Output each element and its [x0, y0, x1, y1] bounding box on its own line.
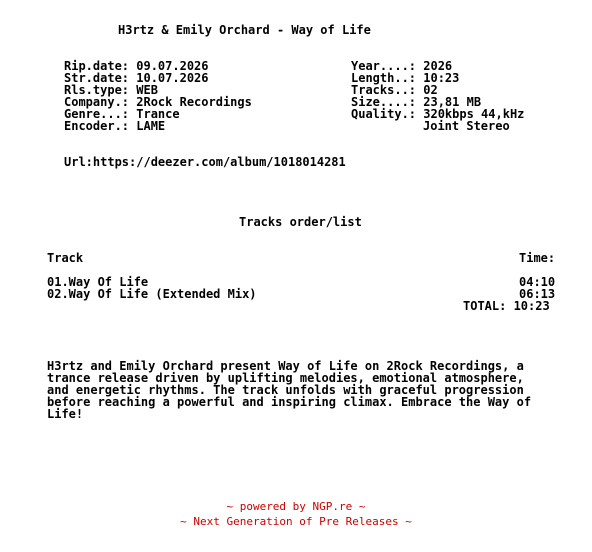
- info-tracks: Tracks..: 02: [351, 83, 438, 97]
- description-line: before reaching a powerful and inspiring climax. Embrace the Way of: [47, 395, 532, 409]
- description-line: and energetic rhythms. The track unfolds with graceful progression: [47, 383, 524, 397]
- info-company: Company.: 2Rock Recordings: [64, 95, 252, 109]
- release-title: H3rtz & Emily Orchard - Way of Life: [118, 23, 371, 37]
- tracklist-heading: Tracks order/list: [239, 215, 362, 229]
- description-line: trance release driven by uplifting melodies, emotional atmosphere,: [47, 371, 524, 385]
- description-line: Life!: [47, 407, 84, 421]
- footer-powered-by: ~ powered by NGP.re ~: [226, 500, 366, 513]
- info-mode: Joint Stereo: [423, 119, 510, 133]
- description-line: H3rtz and Emily Orchard present Way of Life on 2Rock Recordings, a: [47, 359, 524, 373]
- info-encoder: Encoder.: LAME: [64, 119, 166, 133]
- info-release-type: Rls.type: WEB: [64, 83, 158, 97]
- track-time: 06:13: [519, 287, 556, 301]
- track-time: 04:10: [519, 275, 556, 289]
- tracklist-col-track: Track: [47, 251, 84, 265]
- info-rip-date: Rip.date: 09.07.2026: [64, 59, 209, 73]
- info-quality: Quality.: 320kbps 44,kHz: [351, 107, 525, 121]
- tracklist-col-time: Time:: [519, 251, 556, 265]
- track-name: 01.Way Of Life: [47, 275, 149, 289]
- release-url: Url:https://deezer.com/album/1018014281: [64, 155, 346, 169]
- tracklist-total: TOTAL: 10:23: [463, 299, 550, 313]
- info-year: Year....: 2026: [351, 59, 453, 73]
- footer-tagline: ~ Next Generation of Pre Releases ~: [180, 515, 412, 528]
- info-str-date: Str.date: 10.07.2026: [64, 71, 209, 85]
- info-length: Length..: 10:23: [351, 71, 460, 85]
- info-size: Size....: 23,81 MB: [351, 95, 482, 109]
- info-genre: Genre...: Trance: [64, 107, 180, 121]
- track-name: 02.Way Of Life (Extended Mix): [47, 287, 257, 301]
